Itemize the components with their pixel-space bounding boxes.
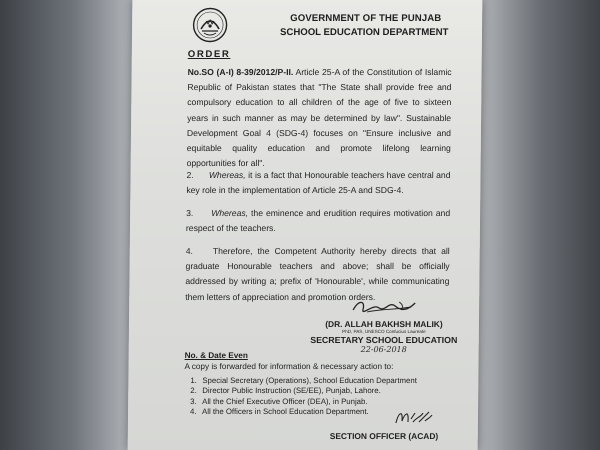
- paragraph-2: [186, 168, 450, 198]
- paragraph-number: 2.: [186, 170, 194, 180]
- paragraph-number: 3.: [186, 208, 194, 218]
- secretary-signature-icon: [349, 297, 419, 317]
- signature-date: 22-06-2018: [360, 345, 407, 354]
- department-heading: SCHOOL EDUCATION DEPARTMENT: [279, 27, 449, 38]
- secretary-title: SECRETARY SCHOOL EDUCATION: [310, 335, 458, 345]
- secretary-name: (DR. ALLAH BAKHSH MALIK): [325, 319, 443, 329]
- section-officer-signature-icon: [393, 407, 435, 429]
- number-and-date-label: No. & Date Even: [184, 351, 248, 360]
- list-item: 4. All the Officers in School Education Department.: [189, 407, 369, 417]
- paragraph-number: 4.: [185, 246, 193, 256]
- list-item: 3. All the Chief Executive Officer (DEA), in Punjab.: [190, 396, 368, 406]
- paragraph-2-text: it is a fact that Honourable teachers have central and key role in the implementation of Article 25-A and SDG-4.: [186, 170, 451, 196]
- paragraph-4-text: Therefore, the Competent Authority hereby directs that all graduate Honourable teachers and above; shall be officially addressed by writing a; prefix of 'Honourable', while communicating them letters of appreciation and promotion orders.: [185, 246, 450, 302]
- paragraph-lead: Whereas,: [211, 208, 249, 218]
- section-officer-title: SECTION OFFICER (ACAD): [329, 431, 439, 441]
- paragraph-lead: Whereas,: [208, 170, 246, 180]
- secretary-credentials: PhD, PAS, UNESCO Confucius Laureate: [342, 329, 426, 334]
- paragraph-1: [187, 65, 452, 171]
- secretary-signature-block: [309, 297, 460, 354]
- government-heading: GOVERNMENT OF THE PUNJAB: [290, 13, 442, 24]
- list-item: 2. Director Public Instruction (SE/EE), Punjab, Lahore.: [190, 386, 381, 396]
- punjab-government-emblem-icon: [192, 7, 228, 43]
- forward-notice: A copy is forwarded for information & necessary action to:: [184, 362, 394, 371]
- order-title: ORDER: [187, 49, 231, 60]
- paragraph-3: [186, 206, 450, 236]
- list-item: 1. Special Secretary (Operations), School Education Department: [190, 376, 417, 385]
- paragraph-1-text: Article 25-A of the Constitution of Islamic Republic of Pakistan states that "The State shall provide free and compulsory education to all children of the age of five to sixteen years in such manner as may be determined by law". Sustainable Development Goal 4 (SDG-4) focuses on "Ensure inclusive and equitable quality education and promote lifelong learning opportunities for all".: [186, 67, 452, 169]
- letterhead: [192, 7, 472, 45]
- paragraph-3-text: the eminence and erudition requires motivation and respect of the teachers.: [185, 208, 451, 234]
- order-reference-number: No.SO (A-I) 8-39/2012/P-II.: [187, 67, 294, 77]
- order-document: [128, 0, 483, 450]
- paragraph-4: [185, 244, 450, 305]
